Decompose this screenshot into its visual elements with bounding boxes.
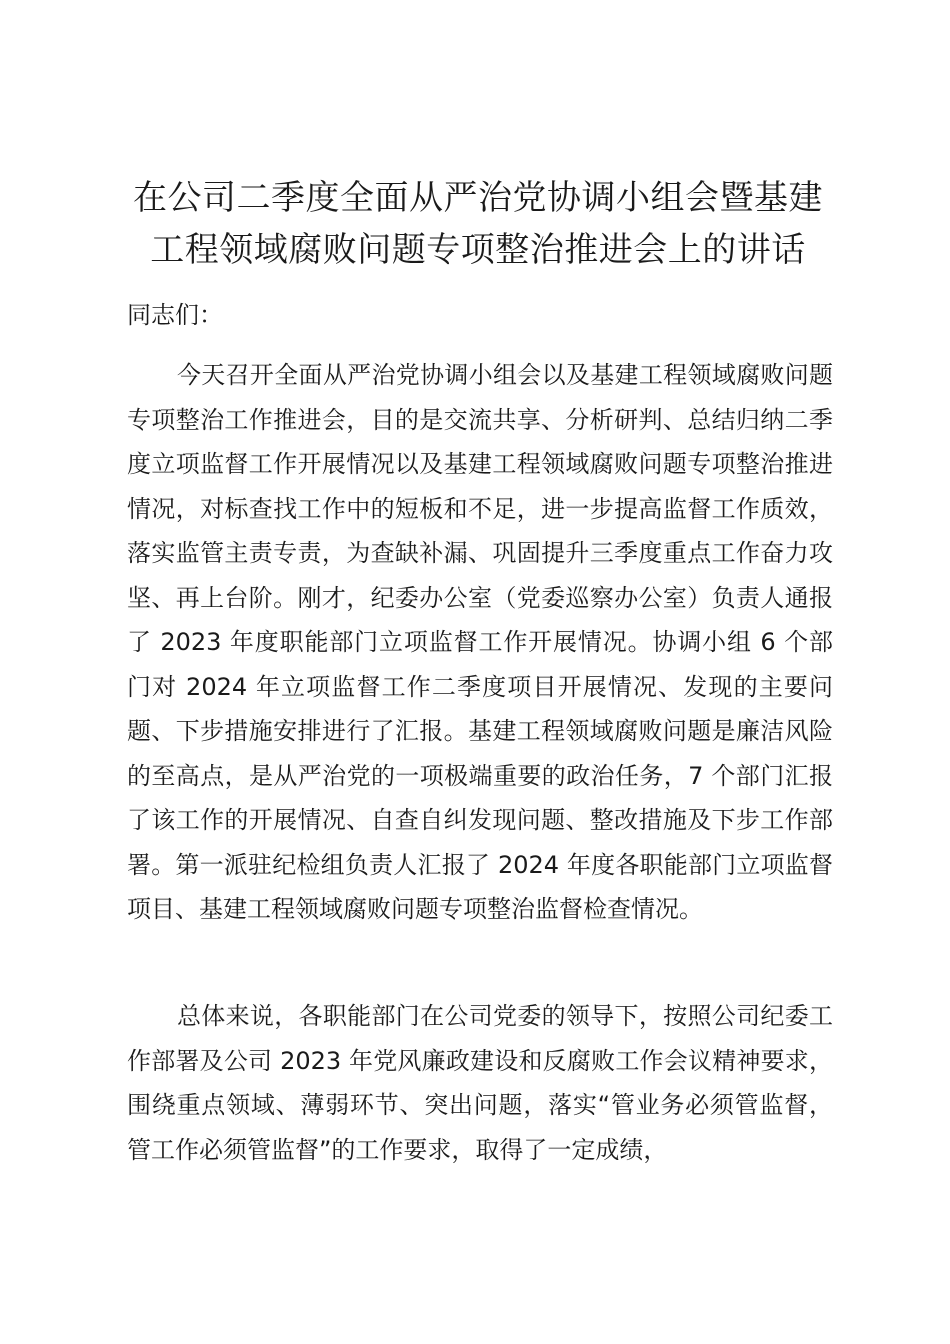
paragraph-2: 总体来说，各职能部门在公司党委的领导下，按照公司纪委工作部署及公司 2023 年党风廉政建设和反腐败工作会议精神要求，围绕重点领域、薄弱环节、突出问题，落实“管业务必须管监督，管工作必须管监督”的工作要求，取得了一定成绩， [127, 1002, 833, 1164]
salutation: 同志们： [127, 301, 223, 329]
paragraph-1: 今天召开全面从严治党协调小组会以及基建工程领域腐败问题专项整治工作推进会，目的是交流共享、分析研判、总结归纳二季度立项监督工作开展情况以及基建工程领域腐败问题专项整治推进情况，对标查找工作中的短板和不足，进一步提高监督工作质效，落实监管主责专责，为查缺补漏、巩固提升三季度重点工作奋力攻坚、再上台阶。刚才，纪委办公室（党委巡察办公室）负责人通报了 2023 年度职能部门立项监督工作开展情况。协调小组 6 个部门对 2024 年立项监督工作二季度项目开展情况、发现的主要问题、下步措施安排进行了汇报。基建工程领域腐败问题是廉洁风险的至高点，是从严治党的一项极端重要的政治任务，7 个部门汇报了该工作的开展情况、自查自纠发现问题、整改措施及下步工作部署。第一派驻纪检组负责人汇报了 2024 年度各职能部门立项监督项目、基建工程领域腐败问题专项整治监督检查情况。 [127, 361, 833, 923]
document-title [118, 172, 838, 276]
title-line-1: 在公司二季度全面从严治党协调小组会暨基建 [133, 178, 823, 218]
title-line-2: 工程领域腐败问题专项整治推进会上的讲话 [150, 230, 806, 270]
